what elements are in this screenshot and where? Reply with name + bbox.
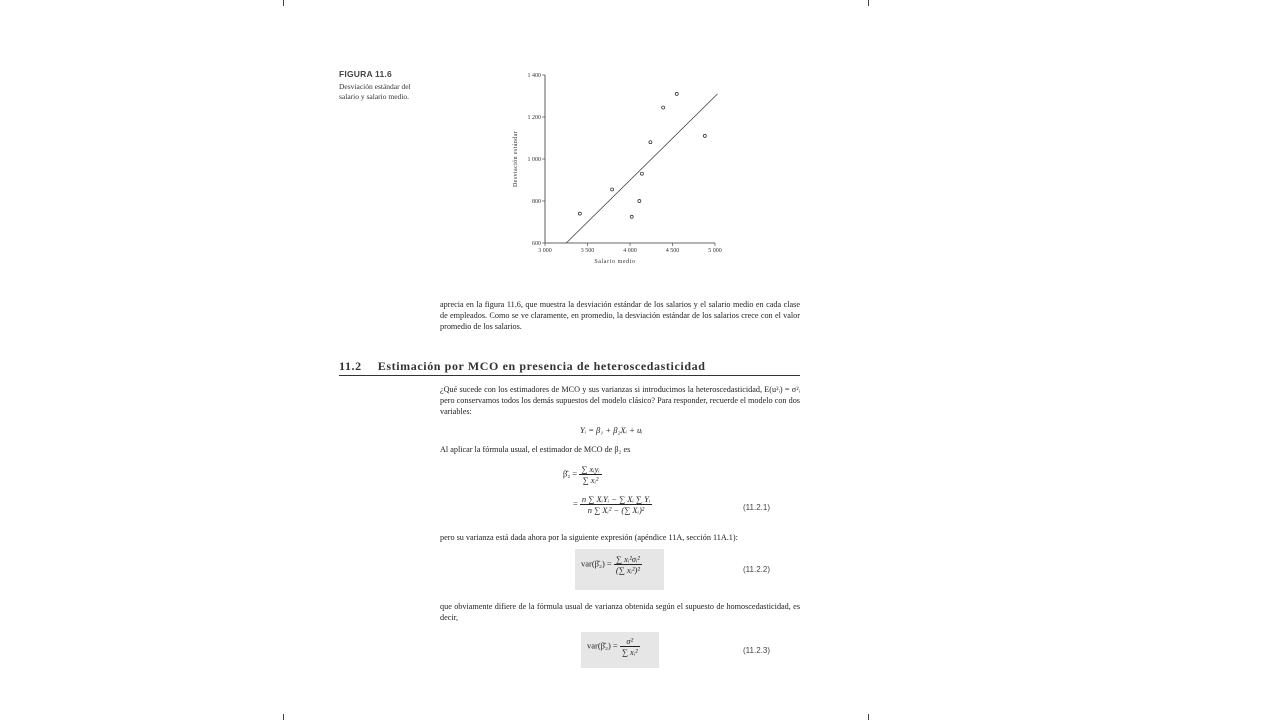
equation-number-2: (11.2.2): [743, 565, 770, 574]
y-tick-label: 1 200: [527, 115, 541, 121]
x-tick-label: 4 500: [665, 248, 680, 254]
paragraph-question: ¿Qué sucede con los estimadores de MCO y sus varianzas si introducimos la heteroscedasticidad, E(u²ᵢ) = σ²ᵢ pero conservamos todos los demás supuestos del modelo clásico? Para responder, recuerde el modelo con dos variables:: [440, 385, 800, 416]
model-equation: Yᵢ = β₁ + β₂Xᵢ + uᵢ: [580, 425, 643, 435]
data-point: [630, 215, 633, 218]
variance-homo-box: var(β̂₂) = $\frac{\text{σ²}}{\text{∑ xᵢ²}}$: [581, 632, 659, 668]
data-point: [578, 212, 581, 215]
data-point: [675, 92, 678, 95]
equation-number-1: (11.2.1): [743, 503, 770, 512]
x-axis-label: Salario medio: [594, 259, 636, 265]
paragraph-figure-reference: aprecia en la figura 11.6, que muestra la desviación estándar de los salarios y el salario medio en cada clase de empleados. Como se ve claramente, en promedio, la desviación estándar de los salarios crece con el valor promedio de los salarios.: [440, 300, 800, 331]
crop-mark-top-right: [868, 0, 869, 6]
y-axis-label: Desviación estándar: [513, 130, 519, 188]
data-point: [649, 141, 652, 144]
crop-mark-top-left: [283, 0, 284, 6]
x-tick-label: 3 500: [580, 248, 595, 254]
data-point: [611, 188, 614, 191]
data-point: [662, 106, 665, 109]
regression-line: [566, 94, 717, 243]
variance-hetero-box: var(β̂₂) = $\frac{\text{∑ xᵢ²σᵢ²}}{\text{(∑ xᵢ²)²}}$: [575, 549, 664, 590]
section-title: Estimación por MCO en presencia de heteroscedasticidad: [377, 359, 706, 373]
x-tick-label: 5 000: [708, 248, 722, 254]
data-point: [703, 134, 706, 137]
section-heading: [339, 359, 800, 376]
estimator-equation-expanded: = $\frac{\text{n ∑ XᵢYᵢ − ∑ Xᵢ ∑ Yᵢ}}{\text{n ∑ Xᵢ² − (∑ Xᵢ)²}}$: [573, 494, 651, 515]
paragraph-estimator: Al aplicar la fórmula usual, el estimador de MCO de β₂ es: [440, 445, 631, 454]
x-tick-label: 4 000: [623, 248, 637, 254]
crop-mark-bottom-right: [868, 714, 869, 720]
figure-label: FIGURA 11.6: [339, 69, 392, 79]
y-tick-label: 1 400: [527, 73, 541, 79]
y-tick-label: 1 000: [527, 157, 541, 163]
scatter-chart: [500, 64, 740, 274]
y-tick-label: 800: [532, 199, 541, 205]
estimator-equation: β̂₂ = $\frac{\text{∑ xᵢyᵢ}}{\text{∑ xᵢ²}}$: [563, 464, 600, 485]
figure-caption: Desviación estándar del salario y salario medio.: [339, 82, 411, 101]
equation-number-3: (11.2.3): [743, 646, 770, 655]
section-number: 11.2: [339, 359, 362, 373]
data-point: [638, 200, 641, 203]
x-tick-label: 3 000: [538, 248, 552, 254]
data-point: [640, 172, 643, 175]
paragraph-homoscedastic: que obviamente difiere de la fórmula usual de varianza obtenida según el supuesto de homoscedasticidad, es decir,: [440, 602, 800, 622]
y-tick-label: 600: [532, 241, 541, 247]
crop-mark-bottom-left: [283, 714, 284, 720]
paragraph-variance: pero su varianza está dada ahora por la siguiente expresión (apéndice 11A, sección 11A.1):: [440, 533, 738, 542]
